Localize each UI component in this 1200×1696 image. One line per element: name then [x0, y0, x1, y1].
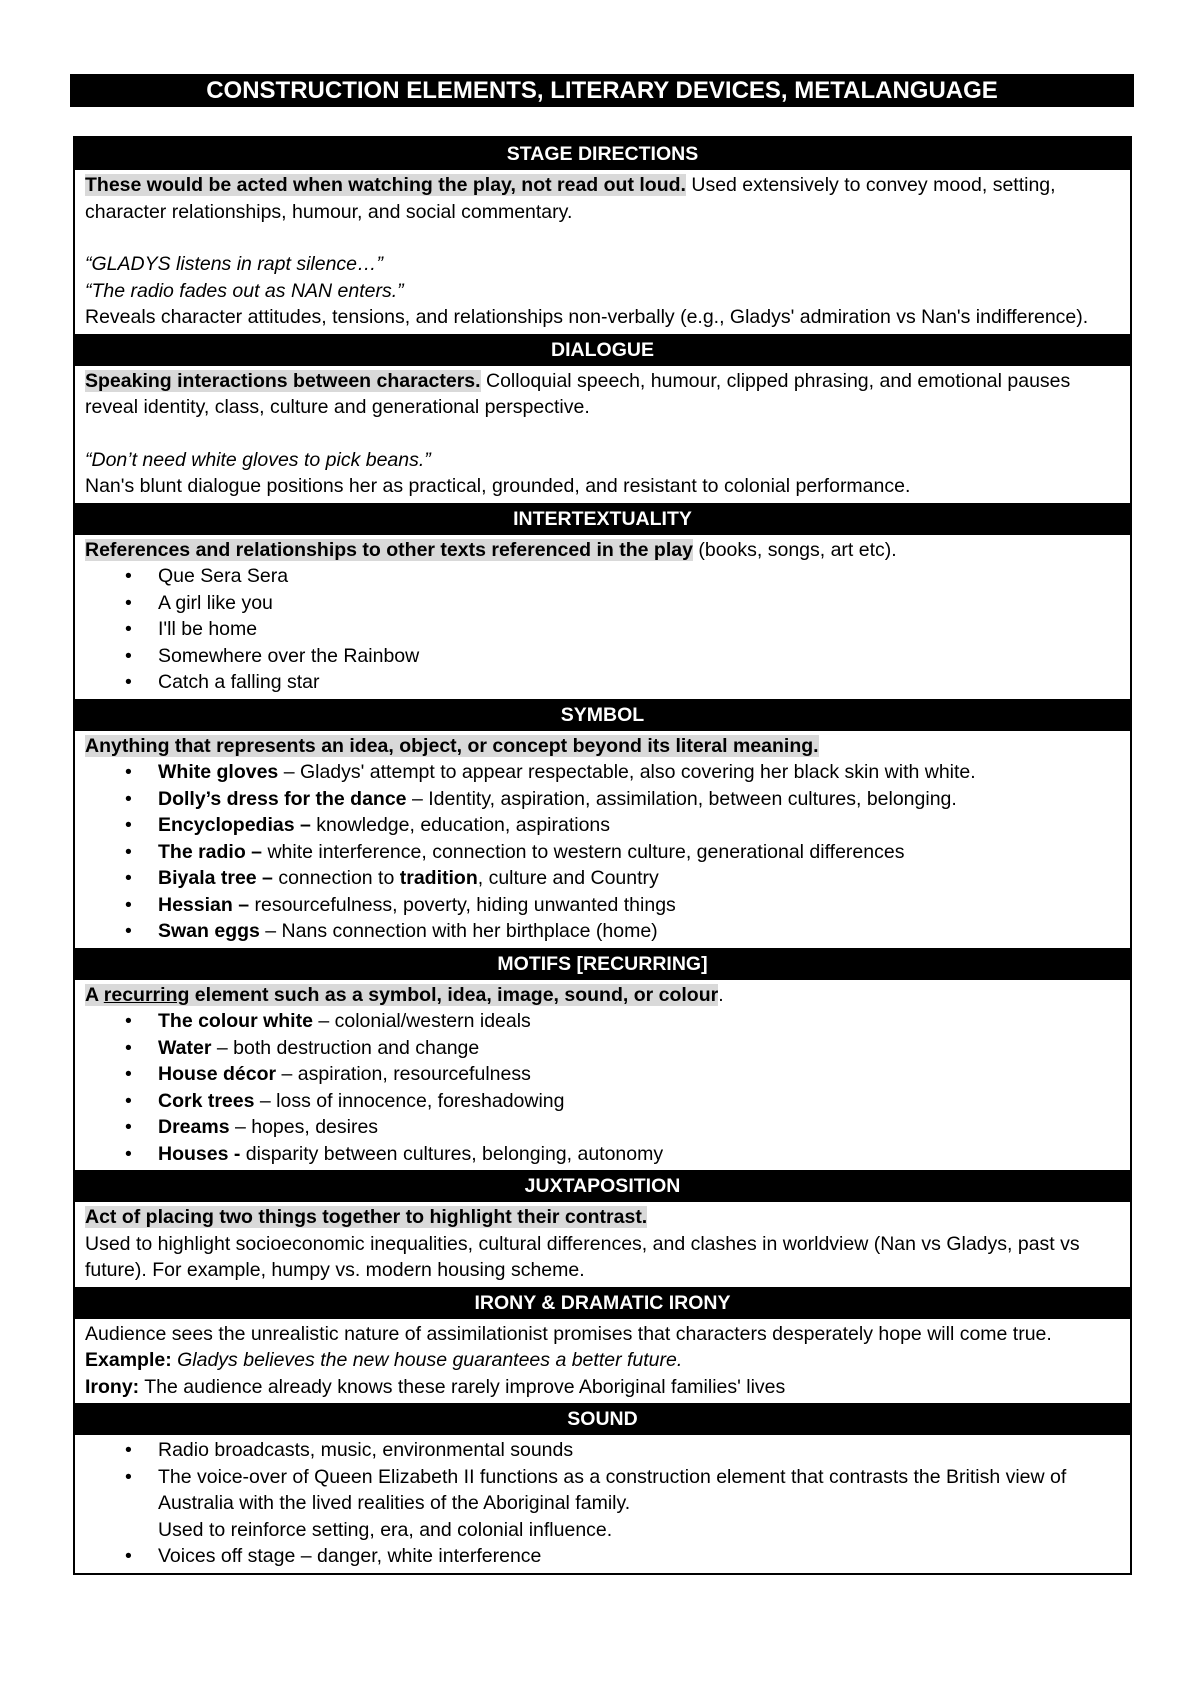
symbol-term: Dolly’s dress for the dance	[158, 787, 407, 810]
symbol-definition	[85, 733, 1120, 760]
list-item	[85, 1088, 1120, 1115]
list-item: • Voices off stage – danger, white interference	[85, 1543, 1120, 1570]
stage-directions-quote-1: “GLADYS listens in rapt silence…”	[85, 253, 384, 275]
motif-desc: – loss of innocence, foreshadowing	[254, 1089, 565, 1112]
symbol-desc: – Nans connection with her birthplace (home)	[259, 920, 658, 942]
list-item	[85, 759, 1120, 786]
list-item	[85, 786, 1120, 813]
dialogue-note: Nan's blunt dialogue positions her as practical, grounded, and resistant to colonial performance.	[85, 475, 911, 497]
motifs-list	[85, 1008, 1120, 1167]
section-body-juxtaposition	[75, 1202, 1130, 1287]
section-header-sound: SOUND	[75, 1403, 1130, 1435]
section-header-juxtaposition: JUXTAPOSITION	[75, 1170, 1130, 1202]
irony-irony	[85, 1374, 1120, 1401]
section-body-sound	[75, 1435, 1130, 1573]
symbol-term: The radio –	[158, 840, 263, 863]
symbol-term: Hessian –	[158, 893, 250, 916]
stage-directions-definition	[85, 172, 1120, 225]
list-item: • Radio broadcasts, music, environmental sounds	[85, 1437, 1120, 1464]
motif-desc: – hopes, desires	[229, 1116, 379, 1138]
motif-desc: disparity between cultures, belonging, autonomy	[240, 1142, 664, 1165]
motif-desc: – colonial/western ideals	[312, 1010, 531, 1032]
stage-directions-note: Reveals character attitudes, tensions, and relationships non-verbally (e.g., Gladys' admiration vs Nan's indifference).	[85, 306, 1089, 328]
list-item: • I'll be home	[85, 616, 1120, 643]
dialogue-lead-rest: Colloquial speech, humour, clipped phrasing, and emotional pauses reveal identity, class, culture and generational perspective.	[85, 369, 1071, 418]
section-header-intertextuality: INTERTEXTUALITY	[75, 503, 1130, 535]
section-header-motifs: MOTIFS [RECURRING]	[75, 948, 1130, 980]
irony-example-label: Example:	[85, 1349, 172, 1371]
symbol-lead: Anything that represents an idea, object, or concept beyond its literal meaning.	[85, 734, 819, 757]
intertextuality-definition	[85, 537, 1120, 564]
stage-directions-lead: These would be acted when watching the play, not read out loud.	[85, 174, 686, 196]
intertextuality-list	[85, 563, 1120, 696]
section-header-irony: IRONY & DRAMATIC IRONY	[75, 1287, 1130, 1319]
symbol-list	[85, 759, 1120, 945]
list-item	[85, 918, 1120, 945]
page-title: CONSTRUCTION ELEMENTS, LITERARY DEVICES, METALANGUAGE	[70, 74, 1134, 107]
content-table	[73, 136, 1132, 1575]
motif-desc: – aspiration, resourcefulness	[276, 1063, 531, 1085]
list-item: • A girl like you	[85, 590, 1120, 617]
sound-sub-note: Used to reinforce setting, era, and colonial influence.	[158, 1518, 613, 1541]
list-item	[85, 812, 1120, 839]
stage-directions-lead-rest: Used extensively to convey mood, setting, character relationships, humour, and social commentary.	[85, 174, 1056, 223]
section-header-dialogue: DIALOGUE	[75, 334, 1130, 366]
list-item	[85, 865, 1120, 892]
dialogue-definition	[85, 368, 1120, 421]
list-item	[85, 1035, 1120, 1062]
motifs-definition	[85, 982, 1120, 1009]
list-item: • Que Sera Sera	[85, 563, 1120, 590]
list-item	[85, 1114, 1120, 1141]
intertextuality-lead: References and relationships to other texts referenced in the play	[85, 538, 693, 561]
section-body-stage-directions	[75, 170, 1130, 334]
motifs-lead-underlined: recurring	[103, 983, 190, 1006]
symbol-desc: resourcefulness, poverty, hiding unwanted things	[249, 893, 676, 916]
sound-list	[85, 1437, 1120, 1517]
motif-term: Water	[158, 1036, 212, 1059]
section-body-irony	[75, 1319, 1130, 1404]
motif-term: Dreams	[158, 1116, 230, 1138]
motif-term: Houses -	[158, 1142, 241, 1165]
motifs-lead-end: .	[718, 983, 724, 1006]
section-body-dialogue	[75, 366, 1130, 503]
section-header-stage-directions: STAGE DIRECTIONS	[75, 138, 1130, 170]
list-item: • Somewhere over the Rainbow	[85, 643, 1120, 670]
dialogue-lead: Speaking interactions between characters.	[85, 369, 481, 392]
irony-irony-label: Irony:	[85, 1375, 140, 1398]
motif-term: The colour white	[158, 1010, 313, 1032]
symbol-term: White gloves	[158, 761, 279, 783]
list-item	[85, 892, 1120, 919]
motif-term: Cork trees	[158, 1089, 255, 1112]
section-body-symbol	[75, 731, 1130, 948]
symbol-desc: – Identity, aspiration, assimilation, between cultures, belonging.	[406, 787, 957, 810]
list-item: • Catch a falling star	[85, 669, 1120, 696]
list-item	[85, 1141, 1120, 1168]
irony-body: Audience sees the unrealistic nature of assimilationist promises that characters desperately hope will come true.	[85, 1322, 1052, 1345]
symbol-desc: connection to	[272, 867, 400, 889]
irony-irony-text: The audience already knows these rarely improve Aboriginal families' lives	[139, 1375, 786, 1398]
list-item: • The voice-over of Queen Elizabeth II functions as a construction element that contrasts the British view of Australia with the lived realities of the Aboriginal family.	[85, 1464, 1120, 1517]
symbol-term: Biyala tree –	[158, 867, 273, 889]
list-item	[85, 1061, 1120, 1088]
symbol-term: tradition	[399, 867, 478, 889]
motifs-lead-a: A	[85, 983, 104, 1006]
dialogue-quote: “Don’t need white gloves to pick beans.”	[85, 448, 431, 471]
motif-term: House décor	[158, 1063, 277, 1085]
irony-example	[85, 1347, 1120, 1374]
symbol-desc: white interference, connection to western culture, generational differences	[262, 840, 905, 863]
symbol-term: Swan eggs	[158, 920, 260, 942]
list-item	[85, 1008, 1120, 1035]
symbol-desc: – Gladys' attempt to appear respectable, also covering her black skin with white.	[278, 761, 976, 783]
motifs-lead	[85, 984, 718, 1006]
symbol-desc: knowledge, education, aspirations	[310, 814, 611, 836]
sound-list-continued	[85, 1543, 1120, 1570]
stage-directions-quote-2: “The radio fades out as NAN enters.”	[85, 279, 404, 302]
section-body-intertextuality	[75, 535, 1130, 699]
juxtaposition-lead: Act of placing two things together to highlight their contrast.	[85, 1206, 648, 1228]
section-body-motifs	[75, 980, 1130, 1171]
motifs-lead-b: element such as a symbol, idea, image, sound, or colour	[189, 983, 719, 1006]
juxtaposition-definition	[85, 1204, 1120, 1231]
list-item	[85, 839, 1120, 866]
symbol-desc: , culture and Country	[477, 867, 659, 889]
motif-desc: – both destruction and change	[211, 1036, 480, 1059]
irony-example-text: Gladys believes the new house guarantees a better future.	[171, 1349, 683, 1371]
juxtaposition-body: Used to highlight socioeconomic inequalities, cultural differences, and clashes in worldview (Nan vs Gladys, past vs future). For example, humpy vs. modern housing scheme.	[85, 1232, 1080, 1281]
symbol-term: Encyclopedias –	[158, 814, 311, 836]
section-header-symbol: SYMBOL	[75, 699, 1130, 731]
intertextuality-lead-rest: (books, songs, art etc).	[692, 538, 897, 561]
